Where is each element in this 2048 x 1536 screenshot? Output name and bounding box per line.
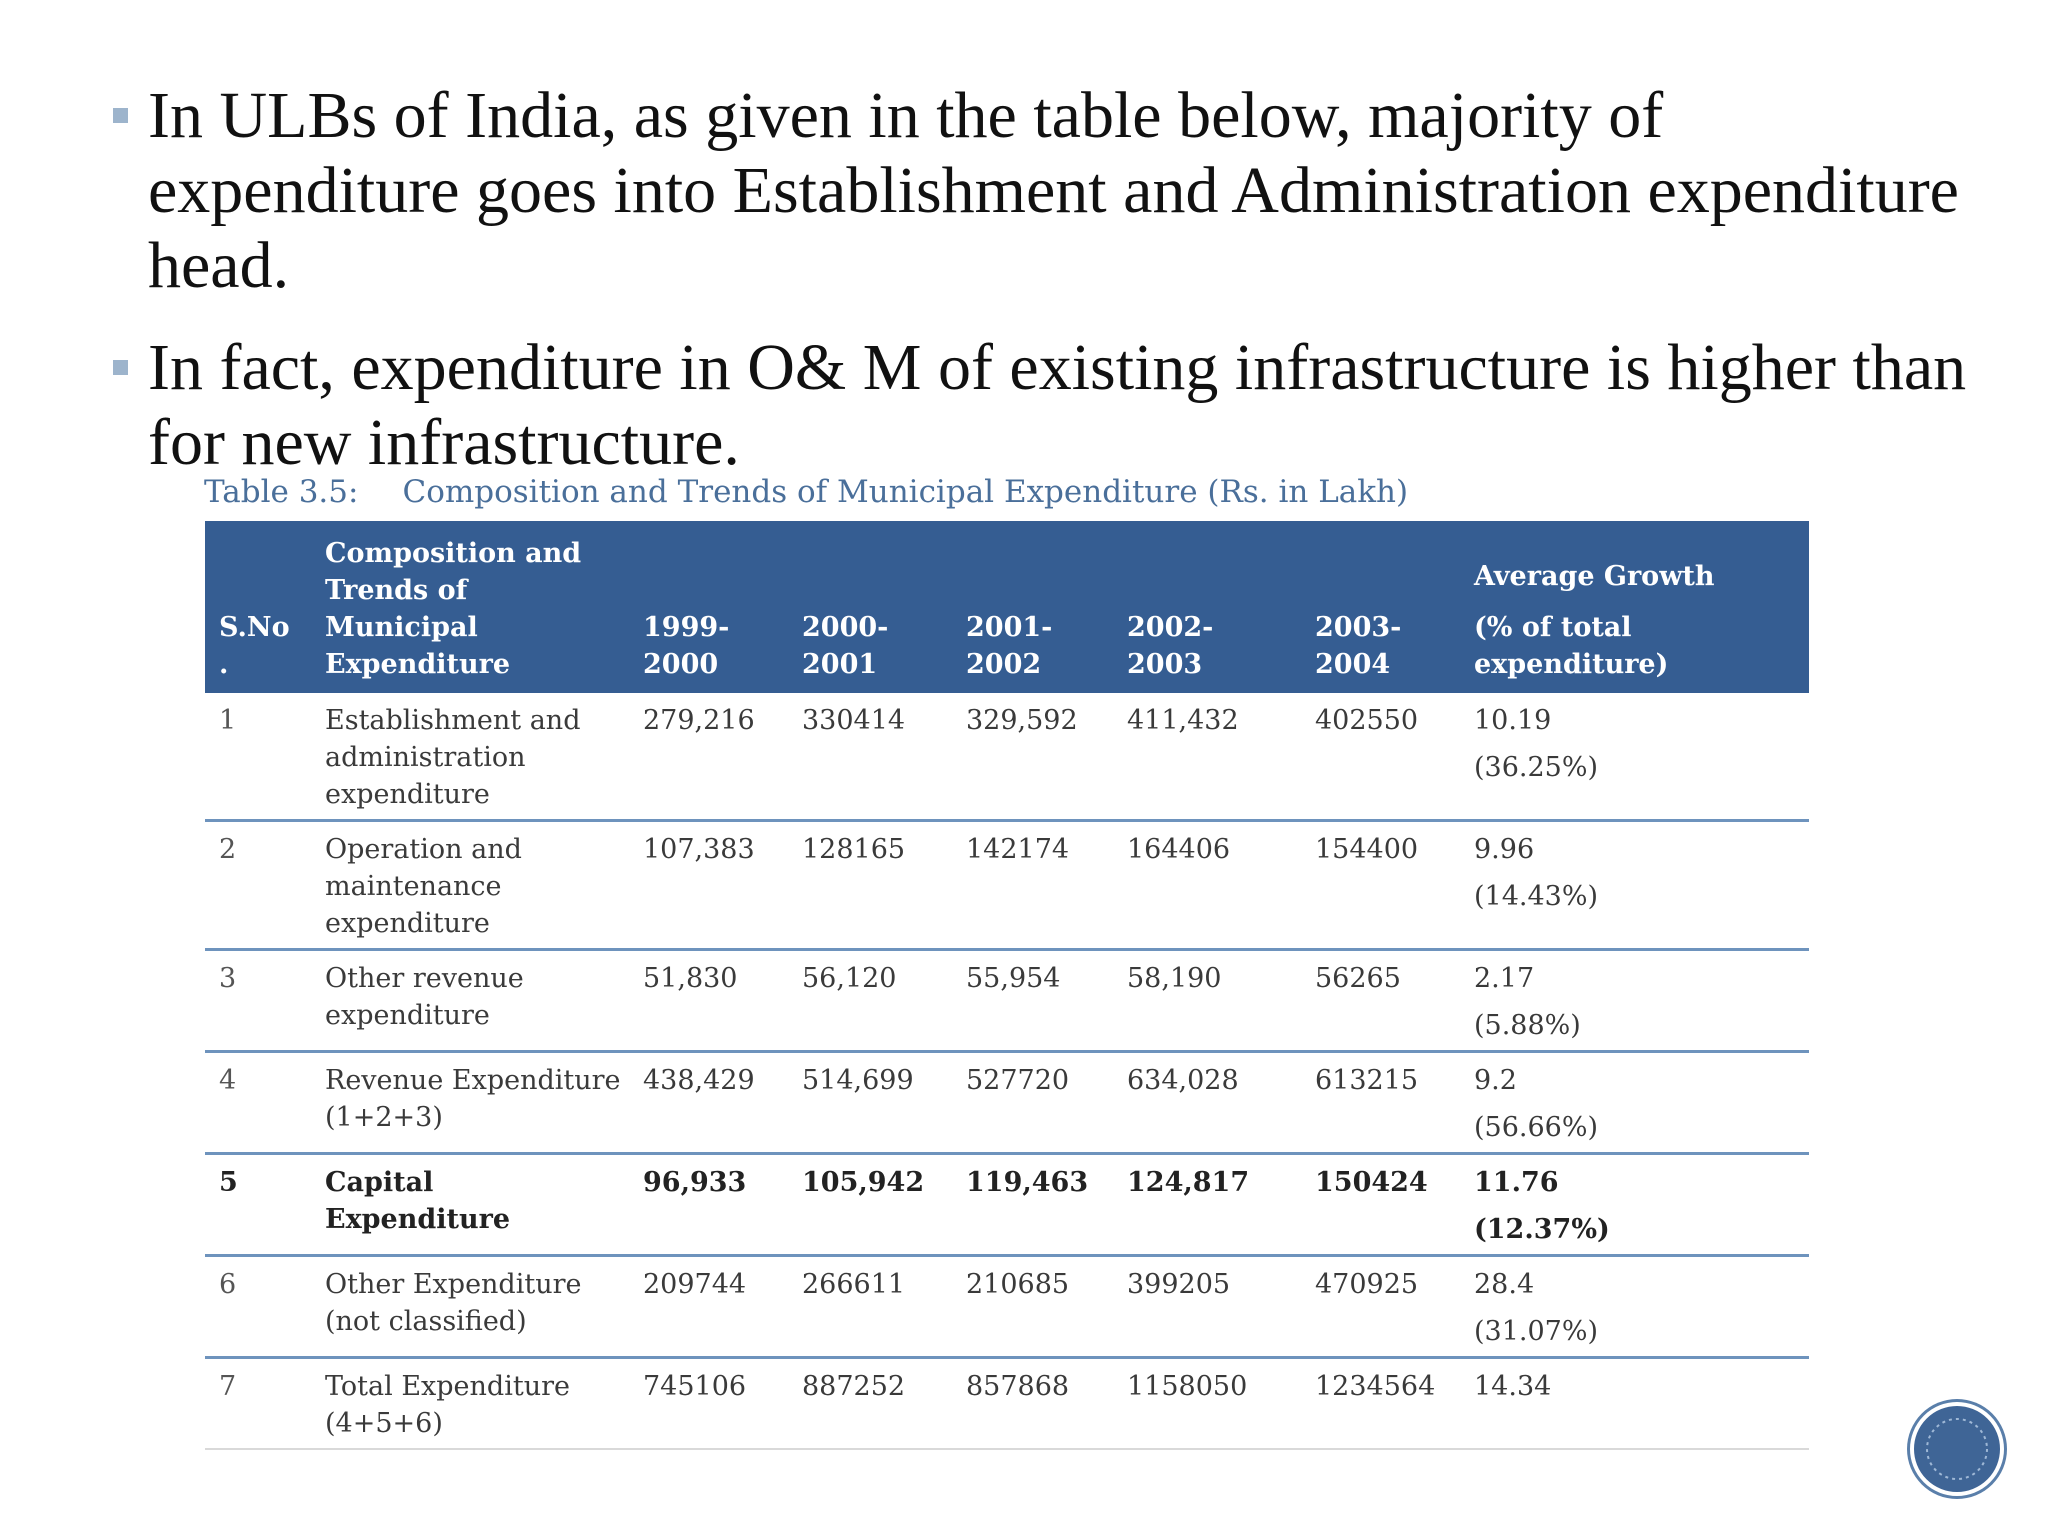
cell-y1: 209744 [643, 1269, 747, 1300]
expenditure-table [205, 521, 1809, 1450]
cell-sno: 4 [219, 1065, 237, 1096]
share-of-total: (36.25%) [1474, 752, 1599, 783]
table-row [205, 821, 1809, 950]
cell-average-growth [1460, 950, 1809, 1052]
share-of-total: (5.88%) [1474, 1010, 1581, 1041]
header-composition: Composition and Trends of Municipal Expenditure [325, 538, 582, 680]
cell-average-growth [1460, 1358, 1809, 1450]
header-average-growth-subtitle: (% of total expenditure) [1474, 612, 1669, 680]
cell-y5: 56265 [1315, 963, 1401, 994]
header-average-growth [1460, 521, 1809, 693]
growth-value: 9.96 [1474, 834, 1535, 865]
bullet-text: In fact, expenditure in O& M of existing infrastructure is higher than for new infrastructure. [148, 331, 1967, 479]
cell-y5: 613215 [1315, 1065, 1419, 1096]
bullet-item [110, 78, 1990, 303]
cell-average-growth [1460, 1052, 1809, 1154]
cell-y4: 411,432 [1127, 705, 1239, 736]
share-of-total: (12.37%) [1474, 1214, 1610, 1245]
header-2003-2004: 2003- 2004 [1315, 612, 1402, 680]
cell-y5: 470925 [1315, 1269, 1419, 1300]
cell-y3: 210685 [966, 1269, 1070, 1300]
cell-y2: 514,699 [802, 1065, 914, 1096]
share-of-total: (56.66%) [1474, 1112, 1599, 1143]
cell-y2: 266611 [802, 1269, 906, 1300]
table-header-row [205, 521, 1809, 693]
cell-y1: 745106 [643, 1371, 747, 1402]
cell-y3: 142174 [966, 834, 1070, 865]
cell-y3: 857868 [966, 1371, 1070, 1402]
cell-y5: 154400 [1315, 834, 1419, 865]
bullet-text: In ULBs of India, as given in the table below, majority of expenditure goes into Establishment and Administration expenditure head. [148, 79, 1959, 302]
growth-value: 2.17 [1474, 963, 1535, 994]
table-row [205, 693, 1809, 821]
cell-y2: 105,942 [802, 1167, 925, 1198]
nav-circle-icon [1914, 1406, 2000, 1492]
cell-y5: 402550 [1315, 705, 1419, 736]
cell-average-growth [1460, 821, 1809, 950]
table-row [205, 1358, 1809, 1450]
growth-value: 10.19 [1474, 705, 1552, 736]
header-2001-2002: 2001- 2002 [966, 612, 1053, 680]
cell-y2: 887252 [802, 1371, 906, 1402]
cell-sno: 3 [219, 963, 237, 994]
cell-y1: 96,933 [643, 1167, 747, 1198]
cell-y3: 329,592 [966, 705, 1078, 736]
cell-average-growth [1460, 693, 1809, 821]
cell-desc: Capital Expenditure [325, 1167, 511, 1235]
cell-desc: Establishment and administration expenditure [325, 705, 581, 810]
cell-y4: 399205 [1127, 1269, 1231, 1300]
cell-sno: 5 [219, 1167, 238, 1198]
cell-desc: Other Expenditure (not classified) [325, 1269, 582, 1337]
growth-value: 9.2 [1474, 1065, 1517, 1096]
header-sno: S.No . [219, 612, 290, 680]
cell-y2: 56,120 [802, 963, 897, 994]
growth-value: 14.34 [1474, 1371, 1552, 1402]
cell-y4: 164406 [1127, 834, 1231, 865]
cell-y3: 55,954 [966, 963, 1061, 994]
cell-average-growth [1460, 1154, 1809, 1256]
cell-y1: 107,383 [643, 834, 755, 865]
cell-y2: 330414 [802, 705, 906, 736]
cell-sno: 1 [219, 705, 237, 736]
table-row [205, 1256, 1809, 1358]
table-caption [204, 474, 1824, 510]
cell-y5: 150424 [1315, 1167, 1428, 1198]
table-caption-title: Composition and Trends of Municipal Expenditure (Rs. in Lakh) [402, 474, 1409, 510]
bullet-list [110, 78, 1990, 480]
table-caption-number: Table 3.5: [204, 474, 359, 510]
bullet-marker-icon [113, 360, 128, 375]
bullet-marker-icon [113, 108, 128, 123]
bullet-item [110, 330, 1990, 480]
header-2000-2001: 2000- 2001 [802, 612, 889, 680]
cell-y2: 128165 [802, 834, 906, 865]
growth-value: 28.4 [1474, 1269, 1535, 1300]
header-2002-2003: 2002- 2003 [1127, 612, 1214, 680]
cell-y4: 58,190 [1127, 963, 1222, 994]
cell-y1: 438,429 [643, 1065, 755, 1096]
cell-y5: 1234564 [1315, 1371, 1436, 1402]
cell-desc: Total Expenditure (4+5+6) [325, 1371, 570, 1439]
share-of-total: (14.43%) [1474, 881, 1599, 912]
cell-desc: Revenue Expenditure (1+2+3) [325, 1065, 621, 1133]
cell-sno: 6 [219, 1269, 237, 1300]
cell-y4: 124,817 [1127, 1167, 1250, 1198]
share-of-total: (31.07%) [1474, 1316, 1599, 1347]
cell-y4: 634,028 [1127, 1065, 1239, 1096]
table-row [205, 950, 1809, 1052]
cell-y1: 51,830 [643, 963, 738, 994]
cell-average-growth [1460, 1256, 1809, 1358]
table-row [205, 1052, 1809, 1154]
header-average-growth-title: Average Growth [1474, 561, 1715, 592]
cell-desc: Operation and maintenance expenditure [325, 834, 522, 939]
cell-sno: 7 [219, 1371, 237, 1402]
slide-nav-button[interactable] [1910, 1402, 2004, 1496]
cell-y3: 119,463 [966, 1167, 1089, 1198]
table-row [205, 1154, 1809, 1256]
cell-y1: 279,216 [643, 705, 755, 736]
cell-desc: Other revenue expenditure [325, 963, 524, 1031]
cell-sno: 2 [219, 834, 237, 865]
cell-y4: 1158050 [1127, 1371, 1248, 1402]
growth-value: 11.76 [1474, 1167, 1559, 1198]
header-1999-2000: 1999- 2000 [643, 612, 730, 680]
cell-y3: 527720 [966, 1065, 1070, 1096]
